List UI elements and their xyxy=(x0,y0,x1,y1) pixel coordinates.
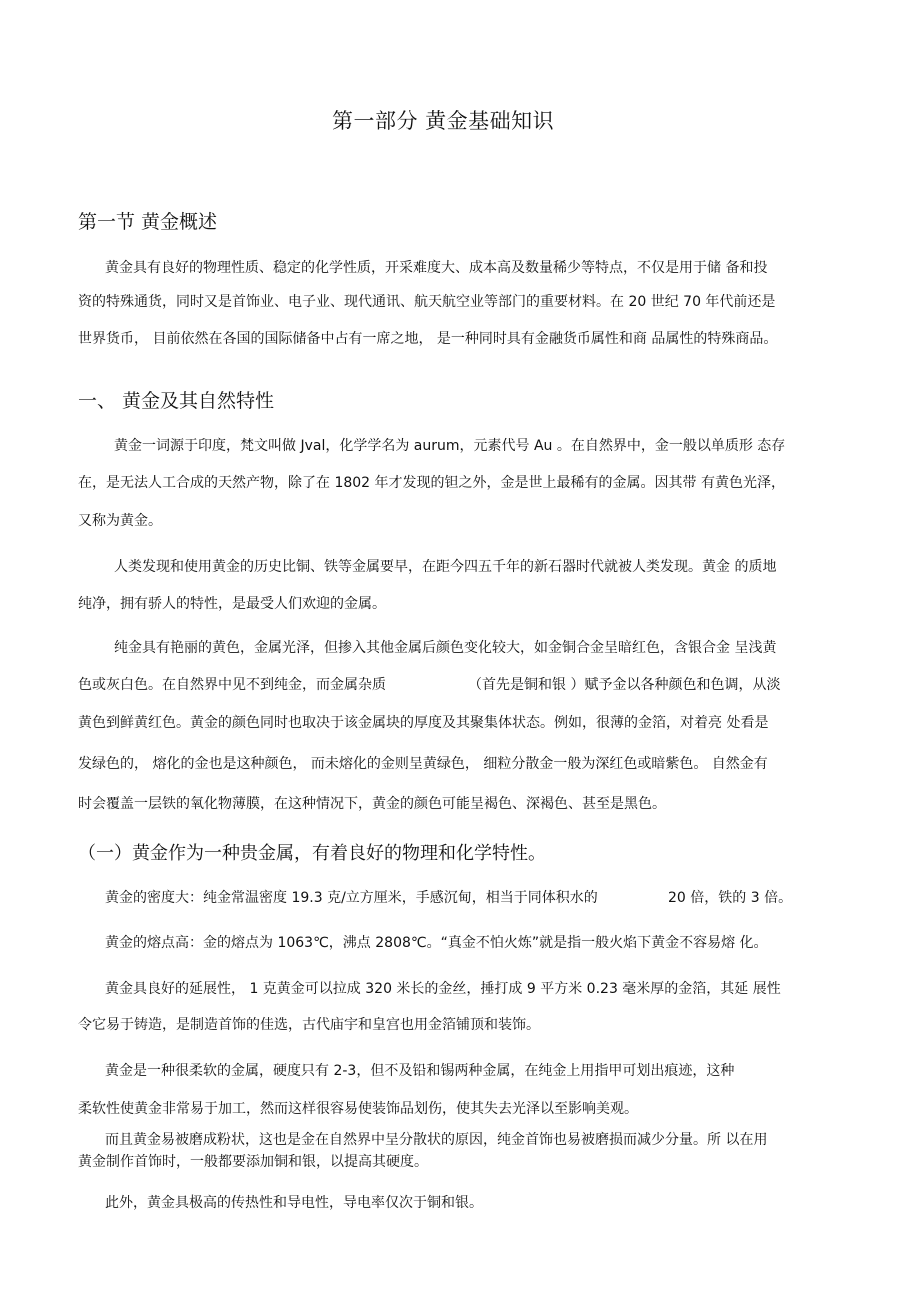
text-line: 人类发现和使用黄金的历史比铜、铁等金属要早，在距今四五千年的新石器时代就被人类发现。黄金 的质地 xyxy=(114,559,777,575)
section-heading-overview: 第一节 黄金概述 xyxy=(78,211,218,233)
page-title: 第一部分 黄金基础知识 xyxy=(332,109,555,133)
text-line: 黄金具有良好的物理性质、稳定的化学性质，开采难度大、成本高及数量稀少等特点，不仅是用于储 备和投 xyxy=(105,260,768,276)
text-line: 在，是无法人工合成的天然产物，除了在 1802 年才发现的钽之外，金是世上最稀有的金属。因其带 有黄色光泽， xyxy=(78,475,785,491)
text-line: 时会覆盖一层铁的氧化物薄膜，在这种情况下，黄金的颜色可能呈褐色、深褐色、甚至是黑色。 xyxy=(78,796,666,812)
text-line: 黄金是一种很柔软的金属，硬度只有 2-3，但不及铅和锡两种金属，在纯金上用指甲可划出痕迹，这种 xyxy=(105,1063,735,1079)
paragraph-melting-point: 黄金的熔点高：金的熔点为 1063℃，沸点 2808℃。“真金不怕火炼”就是指一般火焰下黄金不容易熔 化。 xyxy=(105,935,768,951)
text-line: 发绿色的， 熔化的金也是这种颜色， 而未熔化的金则呈黄绿色， 细粒分散金一般为深红色或暗紫色。 自然金有 xyxy=(78,756,768,772)
text-line: 令它易于铸造，是制造首饰的佳选，古代庙宇和皇宫也用金箔铺顶和装饰。 xyxy=(78,1017,540,1033)
text-line: （首先是铜和银 ）赋予金以各种颜色和色调，从淡 xyxy=(468,677,781,693)
text-line: 黄金的密度大：纯金常温密度 19.3 克/立方厘米，手感沉甸，相当于同体积水的 xyxy=(105,890,598,906)
paragraph-conductivity: 此外，黄金具极高的传热性和导电性，导电率仅次于铜和银。 xyxy=(105,1195,483,1211)
text-line: 黄金具良好的延展性， 1 克黄金可以拉成 320 米长的金丝，捶打成 9 平方米 0.23 毫米厚的金箔，其延 展性 xyxy=(105,981,781,997)
text-line: 黄金制作首饰时，一般都要添加铜和银，以提高其硬度。 xyxy=(78,1154,428,1170)
text-line: 又称为黄金。 xyxy=(78,513,162,529)
text-line: 世界货币， 目前依然在各国的国际储备中占有一席之地， 是一种同时具有金融货币属性和商 品属性的特殊商品。 xyxy=(78,331,778,347)
text-line: 黄金一词源于印度，梵文叫做 Jval，化学学名为 aurum，元素代号 Au 。在自然界中，金一般以单质形 态存 xyxy=(114,438,786,454)
text-line: 色或灰白色。在自然界中见不到纯金，而金属杂质 xyxy=(78,677,386,693)
section-heading-natural-properties: 一、 黄金及其自然特性 xyxy=(78,390,275,412)
text-line: 纯净，拥有骄人的特性，是最受人们欢迎的金属。 xyxy=(78,596,386,612)
text-line: 资的特殊通货，同时又是首饰业、电子业、现代通讯、航天航空业等部门的重要材料。在 20 世纪 70 年代前还是 xyxy=(78,294,776,310)
text-line: 20 倍，铁的 3 倍。 xyxy=(668,890,793,906)
text-line: 黄色到鲜黄红色。黄金的颜色同时也取决于该金属块的厚度及其聚集体状态。例如，很薄的金箔，对着亮 处看是 xyxy=(78,715,769,731)
text-line: 纯金具有艳丽的黄色，金属光泽，但掺入其他金属后颜色变化较大，如金铜合金呈暗红色，含银合金 呈浅黄 xyxy=(114,640,777,656)
text-line: 柔软性使黄金非常易于加工，然而这样很容易使装饰品划伤，使其失去光泽以至影响美观。 xyxy=(78,1101,638,1117)
text-line: 而且黄金易被磨成粉状，这也是金在自然界中呈分散状的原因，纯金首饰也易被磨损而减少分量。所 以在用 xyxy=(105,1132,768,1148)
subsection-heading-precious-metal: （一）黄金作为一种贵金属，有着良好的物理和化学特性。 xyxy=(78,843,546,864)
